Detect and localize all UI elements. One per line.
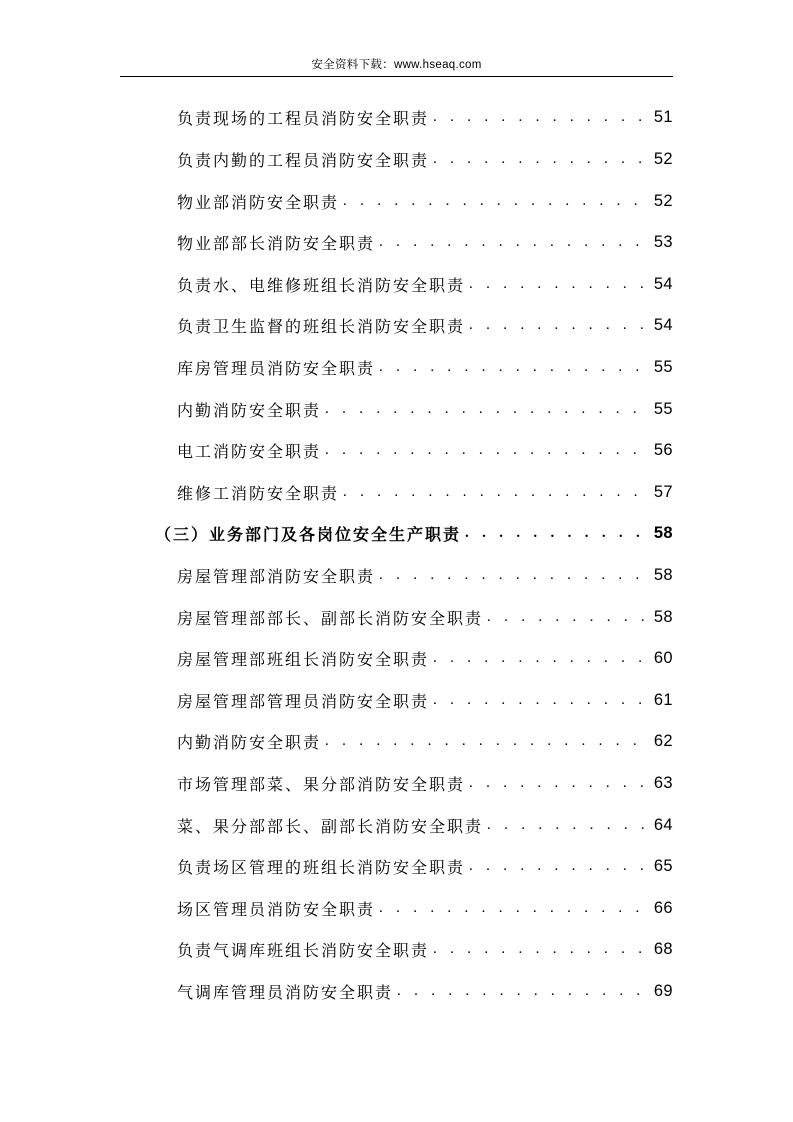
toc-entry[interactable] [177, 394, 673, 424]
page-header [120, 52, 673, 77]
toc-entry[interactable] [177, 976, 673, 1006]
dot-leader [325, 435, 648, 465]
toc-entry-title: 菜、果分部部长、副部长消防安全职责 [177, 816, 484, 836]
toc-entry-page: 57 [653, 482, 673, 501]
toc-entry-page: 53 [653, 232, 673, 251]
toc-entry[interactable] [177, 477, 673, 507]
dot-leader [433, 643, 648, 673]
header-text: 安全资料下载：www.hseaq.com [311, 59, 482, 71]
toc-entry[interactable] [177, 685, 673, 715]
toc-entry-page: 60 [653, 648, 673, 667]
toc-entry-page: 55 [653, 399, 673, 418]
toc-entry-page: 54 [653, 315, 673, 334]
dot-leader [325, 726, 648, 756]
toc-entry-page: 52 [653, 191, 673, 210]
toc-entry[interactable] [177, 352, 673, 382]
toc-entry-title: 物业部部长消防安全职责 [177, 233, 376, 253]
toc-entry-page: 66 [653, 898, 673, 917]
toc-entry[interactable] [177, 435, 673, 465]
toc-entry-page: 58 [653, 523, 673, 542]
toc-entry-page: 64 [653, 815, 673, 834]
dot-leader [433, 934, 648, 964]
dot-leader [469, 269, 648, 299]
toc-entry-title: 气调库管理员消防安全职责 [177, 982, 394, 1002]
dot-leader [469, 768, 648, 798]
toc-entry-page: 51 [653, 107, 673, 126]
toc-entry[interactable] [177, 851, 673, 881]
dot-leader [379, 893, 648, 923]
toc-entry-title: 维修工消防安全职责 [177, 483, 340, 503]
dot-leader [433, 102, 648, 132]
toc-entry-title: 内勤消防安全职责 [177, 400, 322, 420]
toc-entry-title: 场区管理员消防安全职责 [177, 899, 376, 919]
toc-entry[interactable] [177, 310, 673, 340]
toc-entry[interactable] [177, 102, 673, 132]
toc-entry[interactable] [177, 726, 673, 756]
toc-entry-title: 负责水、电维修班组长消防安全职责 [177, 275, 466, 295]
toc-entry[interactable] [177, 643, 673, 673]
toc-entry-title: 负责卫生监督的班组长消防安全职责 [177, 316, 466, 336]
toc-entry-page: 56 [653, 440, 673, 459]
toc-entry[interactable] [177, 893, 673, 923]
toc-entry-page: 62 [653, 731, 673, 750]
toc-entry[interactable] [177, 810, 673, 840]
dot-leader [343, 186, 648, 216]
toc-entry[interactable] [177, 560, 673, 590]
toc-entry-page: 52 [653, 149, 673, 168]
toc-entry-page: 63 [653, 773, 673, 792]
toc-entry-title: 负责场区管理的班组长消防安全职责 [177, 857, 466, 877]
toc-entry[interactable] [177, 602, 673, 632]
toc-entry-title: 房屋管理部消防安全职责 [177, 566, 376, 586]
toc-entry[interactable] [177, 144, 673, 174]
toc-entry-title: （三）业务部门及各岗位安全生产职责 [155, 524, 462, 544]
dot-leader [469, 851, 648, 881]
dot-leader [469, 310, 648, 340]
dot-leader [465, 518, 648, 548]
toc-entry-title: 库房管理员消防安全职责 [177, 358, 376, 378]
dot-leader [397, 976, 648, 1006]
dot-leader [379, 560, 648, 590]
toc-entry-page: 65 [653, 856, 673, 875]
toc-entry-page: 58 [653, 607, 673, 626]
toc-entry-title: 房屋管理部管理员消防安全职责 [177, 691, 430, 711]
dot-leader [487, 810, 648, 840]
dot-leader [379, 352, 648, 382]
dot-leader [343, 477, 648, 507]
toc-entry-title: 房屋管理部部长、副部长消防安全职责 [177, 608, 484, 628]
toc-entry[interactable] [177, 768, 673, 798]
toc-entry-title: 房屋管理部班组长消防安全职责 [177, 649, 430, 669]
toc-entry-page: 69 [653, 981, 673, 1000]
dot-leader [433, 144, 648, 174]
toc-entry[interactable] [177, 186, 673, 216]
toc-entry-page: 61 [653, 690, 673, 709]
toc-entry-title: 电工消防安全职责 [177, 441, 322, 461]
toc-entry[interactable] [177, 934, 673, 964]
dot-leader [433, 685, 648, 715]
toc-entry-title: 负责内勤的工程员消防安全职责 [177, 150, 430, 170]
toc-entry[interactable] [177, 269, 673, 299]
toc-entry-page: 55 [653, 357, 673, 376]
toc-entry-title: 市场管理部菜、果分部消防安全职责 [177, 774, 466, 794]
toc-entry-title: 内勤消防安全职责 [177, 732, 322, 752]
toc-entry-page: 58 [653, 565, 673, 584]
dot-leader [379, 227, 648, 257]
toc-entry-title: 负责现场的工程员消防安全职责 [177, 108, 430, 128]
toc-entry-title: 物业部消防安全职责 [177, 192, 340, 212]
dot-leader [325, 394, 648, 424]
toc-entry-page: 68 [653, 939, 673, 958]
toc-entry[interactable] [177, 227, 673, 257]
dot-leader [487, 602, 648, 632]
toc-section-heading[interactable] [155, 518, 673, 548]
toc-entry-title: 负责气调库班组长消防安全职责 [177, 940, 430, 960]
toc-entry-page: 54 [653, 274, 673, 293]
